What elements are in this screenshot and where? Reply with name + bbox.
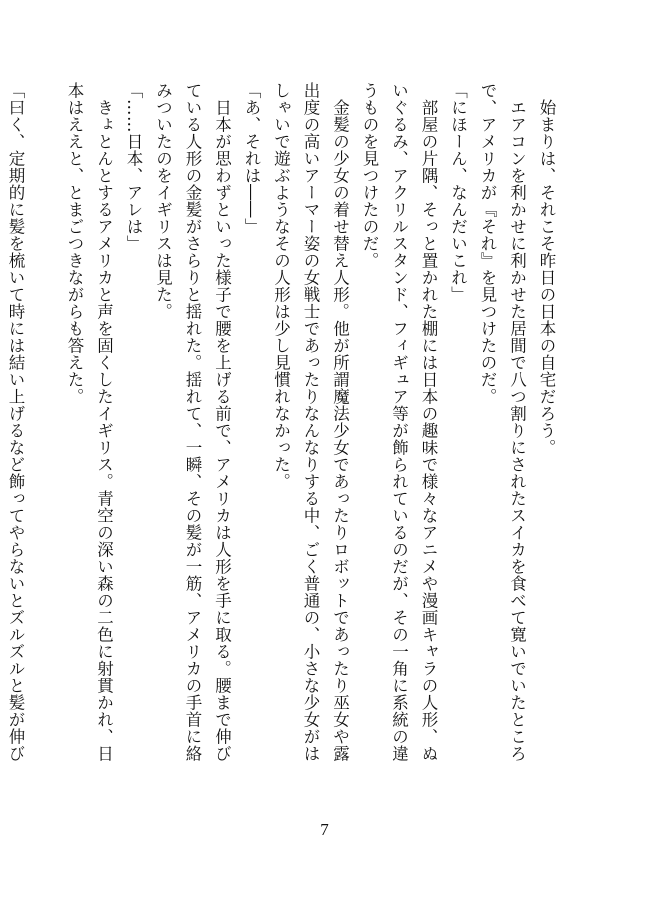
text-line: 日本が思わずといった様子で腰を上げる前で、アメリカは人形を手に取る。腰まで伸び — [212, 82, 232, 762]
text-line: で、アメリカが『それ』を見つけたのだ。 — [478, 82, 497, 405]
text-line: 本はええと、とまごつきながらも答えた。 — [65, 82, 84, 405]
text-line: 出度の高いアーマー姿の女戦士であったりなんなりする中、ごく普通の、小さな少女がは — [301, 82, 320, 762]
text-line: 部屋の片隅、そっと置かれた棚には日本の趣味で様々なアニメや漫画キャラの人形、ぬ — [419, 82, 438, 762]
text-line: しゃいで遊ぶようなその人形は少し見慣れなかった。 — [271, 82, 291, 490]
text-line: 「曰く、定期的に髪を梳いて時には結い上げるなど飾ってやらないとズルズルと髪が伸び — [6, 82, 25, 762]
text-line: いぐるみ、アクリルスタンド、フィギュア等が飾られているのだが、その一角に系統の違 — [389, 82, 409, 762]
text-line: みついたのをイギリスは見た。 — [153, 82, 173, 320]
page-number: 7 — [320, 820, 329, 839]
text-line: エアコンを利かせに利かせた居間で八つ割りにされたスイカを食べて寛いでいたところ — [507, 82, 527, 762]
vertical-text-block — [6, 82, 561, 810]
text-line: 始まりは、それこそ昨日の日本の自宅だろう。 — [537, 82, 556, 456]
text-line: 「あ、それは――」 — [242, 82, 261, 235]
text-line: 「にほーん、なんだいこれ」 — [448, 82, 468, 303]
text-line: ている人形の金髪がさらりと揺れた。揺れて、一瞬、その髪が一筋、アメリカの手首に絡 — [183, 82, 202, 762]
text-line: きょとんとするアメリカと声を固くしたイギリス。青空の深い森の二色に射貫かれ、日 — [94, 82, 114, 762]
blank-line — [30, 82, 60, 810]
text-line: 金髪の少女の着せ替え人形。他が所謂魔法少女であったりロボットであったり巫女や露 — [330, 82, 350, 762]
text-line: うものを見つけたのだ。 — [360, 82, 379, 269]
text-line: 「……日本、アレは」 — [124, 82, 143, 252]
